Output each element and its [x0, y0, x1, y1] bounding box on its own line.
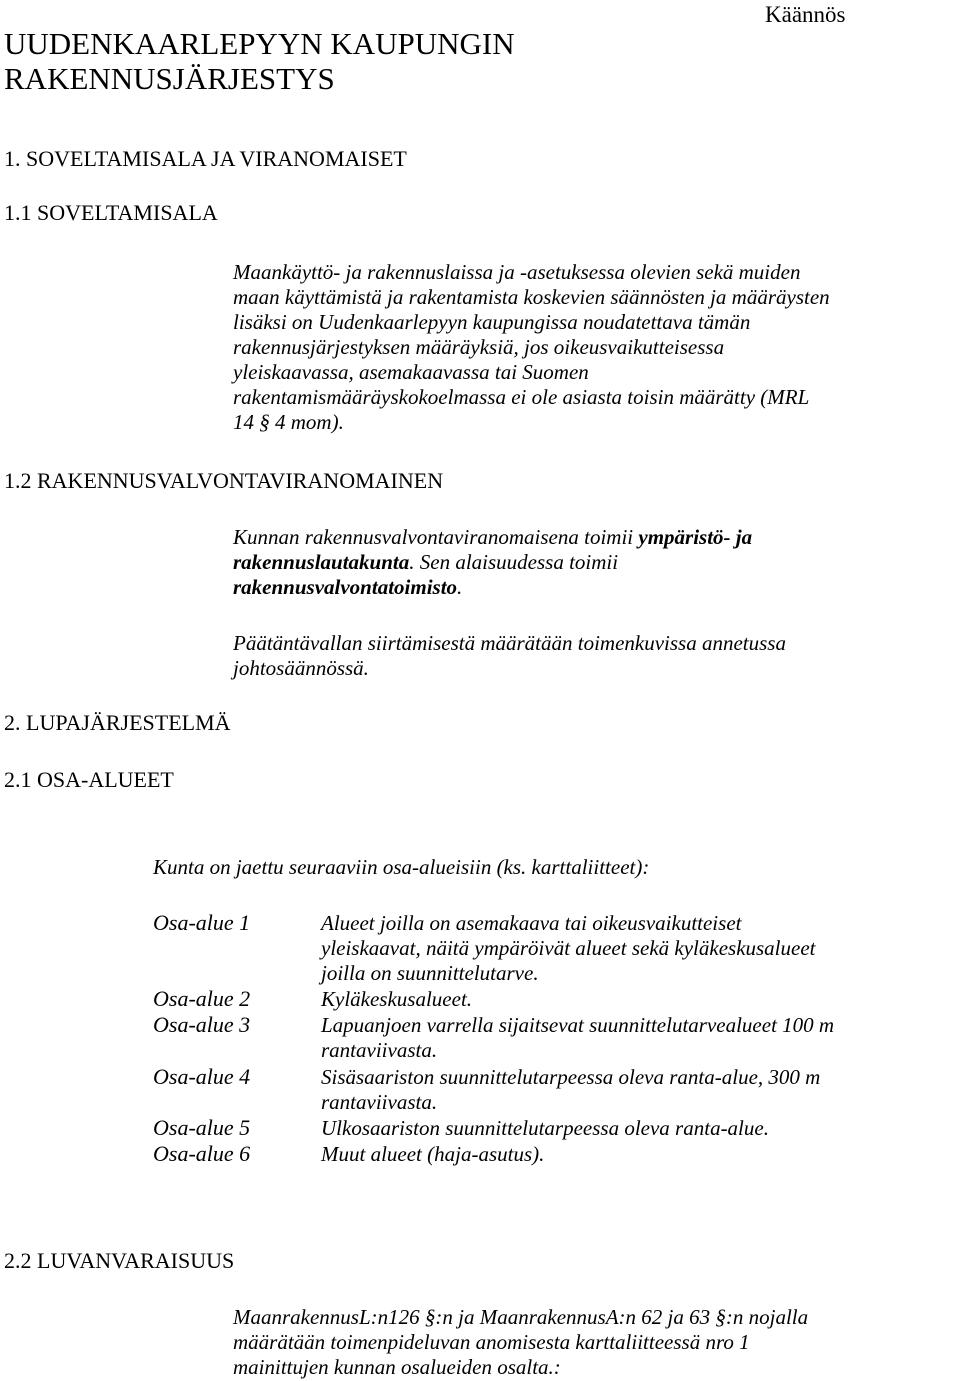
text-line: rakentamismääräyskokoelmassa ei ole asiasta toisin määrätty (MRL [233, 385, 810, 409]
heading-1-2: 1.2 RAKENNUSVALVONTAVIRANOMAINEN [4, 468, 444, 493]
zone-desc-5: Ulkosaariston suunnittelutarpeessa oleva ranta-alue. [321, 1116, 769, 1140]
zone-desc-4: Sisäsaariston suunnittelutarpeessa oleva ranta-alue, 300 m rantaviivasta. [321, 1065, 821, 1114]
zone-term-3: Osa-alue 3 [153, 1012, 251, 1037]
paragraph-2-2 [233, 1305, 958, 1380]
heading-2: 2. LUPAJÄRJESTELMÄ [4, 710, 231, 735]
text-line: maan käyttämistä ja rakentamista koskevien säännösten ja määräysten [233, 285, 830, 309]
heading-2-2: 2.2 LUVANVARAISUUS [4, 1248, 235, 1273]
translation-label: Käännös [765, 2, 846, 27]
paragraph-1-2-authority: Kunnan rakennusvalvontaviranomaisena toimii ympäristö- ja rakennuslautakunta. Sen alaisuudessa toimii rakennusvalvontatoimisto. [233, 525, 753, 599]
document-title [4, 26, 515, 96]
text-line: MaanrakennusL:n126 §:n ja MaanrakennusA:n 62 ja 63 §:n nojalla [233, 1305, 809, 1329]
zone-term-5: Osa-alue 5 [153, 1115, 251, 1140]
text-line: rakennusjärjestyksen määräyksiä, jos oikeusvaikutteisessa [233, 335, 725, 359]
heading-1: 1. SOVELTAMISALA JA VIRANOMAISET [4, 146, 407, 171]
zone-term-2: Osa-alue 2 [153, 986, 251, 1011]
paragraph-2-1-intro: Kunta on jaettu seuraaviin osa-alueisiin (ks. karttaliitteet): [153, 855, 650, 879]
heading-2-1: 2.1 OSA-ALUEET [4, 767, 174, 792]
text-line: lisäksi on Uudenkaarlepyyn kaupungissa noudatettava tämän [233, 310, 751, 334]
text-line: Päätäntävallan siirtämisestä määrätään toimenkuvissa annetussa [233, 631, 786, 655]
text-line: yleiskaavassa, asemakaavassa tai Suomen [233, 360, 589, 384]
title-line-1: UUDENKAARLEPYYN KAUPUNGIN [4, 26, 515, 61]
paragraph-1-1 [233, 260, 958, 435]
text-line: johtosäännössä. [233, 656, 369, 680]
text-line: määrätään toimenpideluvan anomisesta karttaliitteessä nro 1 [233, 1330, 750, 1354]
heading-1-1: 1.1 SOVELTAMISALA [4, 200, 218, 225]
text-line: Maankäyttö- ja rakennuslaissa ja -asetuksessa olevien sekä muiden [233, 260, 801, 284]
zone-desc-1: Alueet joilla on asemakaava tai oikeusvaikutteiset yleiskaavat, näitä ympäröivät alueet sekä kyläkeskusalueet joilla on suunnittelutarve. [321, 911, 816, 985]
zone-term-4: Osa-alue 4 [153, 1064, 251, 1089]
title-line-2: RAKENNUSJÄRJESTYS [4, 61, 335, 96]
paragraph-1-2-delegation [233, 631, 958, 681]
zone-term-1: Osa-alue 1 [153, 910, 251, 935]
bold-committee-2: rakennuslautakunta [233, 550, 410, 574]
bold-office: rakennusvalvontatoimisto [233, 575, 458, 599]
zone-desc-3: Lapuanjoen varrella sijaitsevat suunnittelutarvealueet 100 m rantaviivasta. [321, 1013, 835, 1062]
bold-committee-1: ympäristö- ja [638, 525, 753, 549]
zone-term-6: Osa-alue 6 [153, 1141, 251, 1166]
text-line: mainittujen kunnan osalueiden osalta.: [233, 1355, 561, 1379]
text-line: 14 § 4 mom). [233, 410, 344, 434]
zone-desc-6: Muut alueet (haja-asutus). [321, 1142, 545, 1166]
zone-desc-2: Kyläkeskusalueet. [321, 987, 473, 1011]
